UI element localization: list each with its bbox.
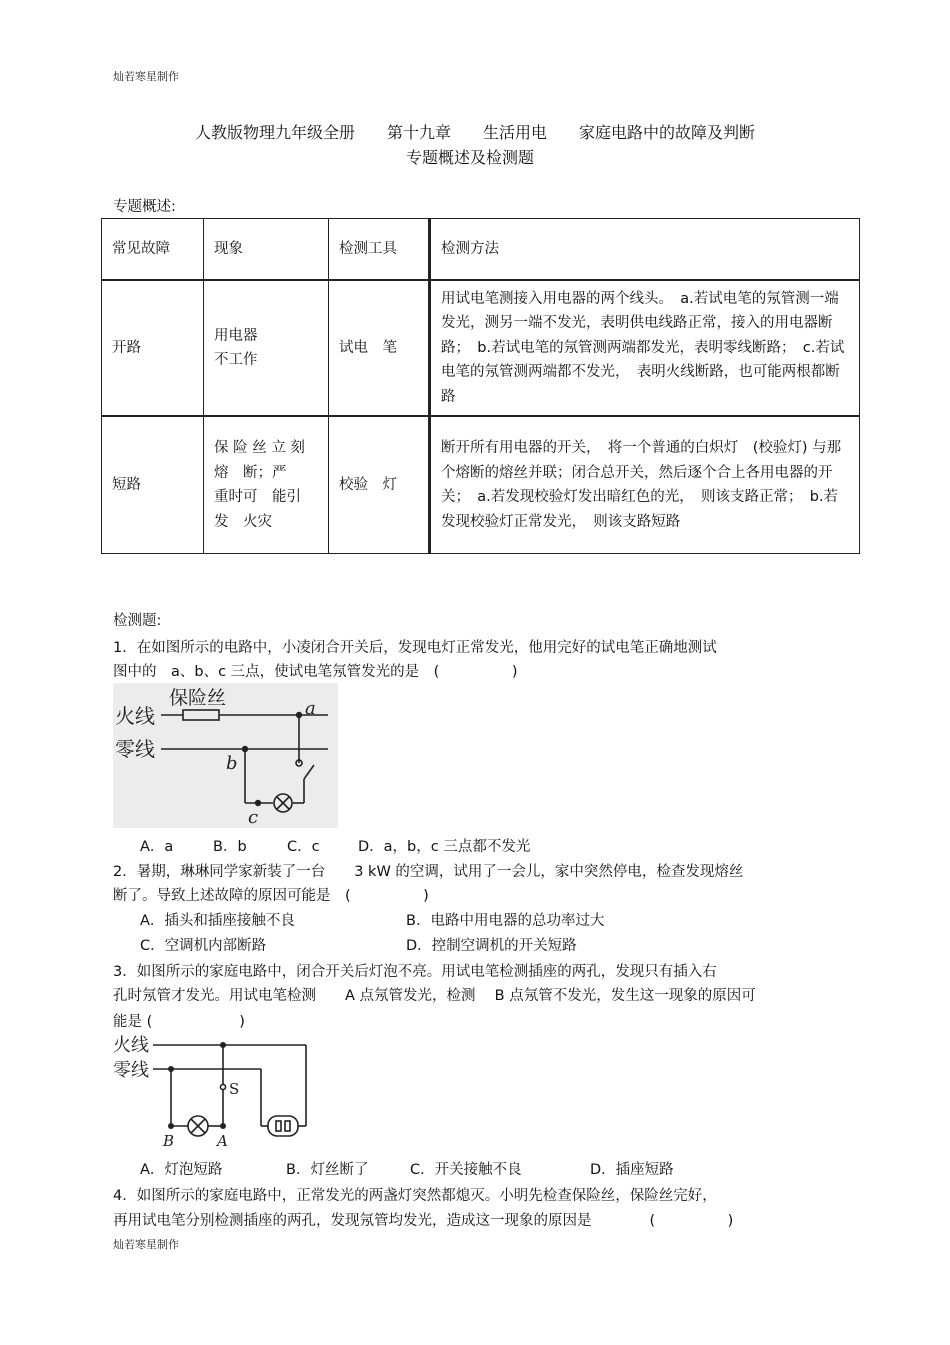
- q2-text-line2: 断了。导致上述故障的原因可能是 ( ): [113, 888, 429, 904]
- doc-subtitle: 专题概述及检测题: [405, 148, 534, 167]
- q1-option-d: D．a，b，c 三点都不发光: [358, 839, 531, 855]
- point-c-label: c: [248, 807, 259, 828]
- table-row: [102, 280, 860, 416]
- overview-label: 专题概述:: [113, 199, 176, 215]
- q2-option-c: C．空调机内部断路: [140, 938, 267, 954]
- col-header: 现象: [204, 219, 329, 281]
- q1-circuit-diagram: [113, 683, 338, 828]
- doc-title: 人教版物理九年级全册 第十九章 生活用电 家庭电路中的故障及判断: [194, 123, 755, 142]
- q3-text-line2: 孔时氖管才发光。用试电笔检测 A 点氖管发光，检测 B 点氖管不发光，发生这一现象的原因可: [113, 988, 756, 1004]
- col-header: 常见故障: [102, 219, 204, 281]
- neutral-wire-label: 零线: [115, 737, 155, 761]
- table-header-row: [102, 219, 860, 281]
- q2-option-b: B．电路中用电器的总功率过大: [406, 913, 605, 929]
- fault-cell: 开路: [102, 280, 204, 416]
- tool-cell: 试电 笔: [329, 280, 430, 416]
- point-a-label: a: [305, 698, 316, 719]
- col-header: 检测工具: [329, 219, 430, 281]
- q1-option-c: C．c: [287, 839, 320, 855]
- fault-cell: 短路: [102, 416, 204, 554]
- neutral-wire-label: 零线: [113, 1060, 149, 1081]
- q2-text-line1: 2．暑期，琳琳同学家新装了一台 3 kW 的空调，试用了一会儿，家中突然停电，检查发现熔丝: [113, 864, 744, 880]
- q3-option-c: C．开关接触不良: [410, 1162, 522, 1178]
- point-b-label: B: [163, 1132, 175, 1149]
- symptom-line: 用电器: [214, 327, 258, 344]
- method-cell: 断开所有用电器的开关， 将一个普通的白炽灯 (校验灯) 与那个熔断的熔丝并联；闭合总开关，然后逐个合上各用电器的开关； a.若发现校验灯发出暗红色的光， 则该支路正常； b.若发现校验灯正常发光， 则该支路短路: [430, 416, 860, 554]
- symptom-line: 保 险 丝 立 刻: [214, 440, 305, 456]
- symptom-line: 不工作: [214, 352, 258, 368]
- symptom-line: 重时可 能引: [214, 489, 301, 505]
- tool-cell: 校验 灯: [329, 416, 430, 554]
- live-wire-label: 火线: [115, 704, 155, 728]
- switch-s-label: S: [229, 1080, 240, 1098]
- q2-option-a: A．插头和插座接触不良: [140, 913, 295, 929]
- fuse-label: 保险丝: [169, 687, 227, 709]
- table-row: [102, 416, 860, 554]
- q3-option-d: D．插座短路: [590, 1162, 674, 1178]
- q1-text-line2: 图中的 a、b、c 三点，使试电笔氖管发光的是 ( ): [113, 664, 518, 680]
- point-b-label: b: [226, 753, 238, 774]
- symptom-line: 熔 断；严: [214, 464, 287, 481]
- q4-text-line1: 4．如图所示的家庭电路中，正常发光的两盏灯突然都熄灭。小明先检查保险丝，保险丝完好，: [113, 1188, 717, 1204]
- q4-text-line2: 再用试电笔分别检测插座的两孔，发现氖管均发光，造成这一现象的原因是 ( ): [113, 1213, 734, 1229]
- q3-text-line1: 3．如图所示的家庭电路中，闭合开关后灯泡不亮。用试电笔检测插座的两孔，发现只有插入右: [113, 964, 717, 980]
- questions-label: 检测题:: [113, 613, 162, 629]
- point-a-label: A: [217, 1132, 228, 1149]
- header-watermark: 灿若寒星制作: [113, 70, 179, 83]
- symptom-cell: [204, 280, 329, 416]
- q1-option-a: A．a: [140, 839, 174, 855]
- q1-option-b: B．b: [213, 839, 247, 855]
- method-cell: 用试电笔测接入用电器的两个线头。 a.若试电笔的氖管测一端发光，测另一端不发光，表明供电线路正常，接入的用电器断路； b.若试电笔的氖管测两端都发光，表明零线断路； c.若试电笔的氖管测两端都不发光， 表明火线断路，也可能两根都断路: [430, 280, 860, 416]
- symptom-line: 发 火灾: [214, 513, 272, 530]
- q2-option-d: D．控制空调机的开关短路: [406, 938, 577, 954]
- q3-circuit-diagram: [113, 1034, 318, 1149]
- col-header: 检测方法: [430, 219, 860, 281]
- live-wire-label: 火线: [113, 1035, 149, 1056]
- q3-option-a: A．灯泡短路: [140, 1162, 223, 1178]
- overview-table: [101, 218, 860, 554]
- q3-text-line3: 能是 ( ): [113, 1014, 245, 1030]
- q1-text-line1: 1．在如图所示的电路中，小凌闭合开关后，发现电灯正常发光，他用完好的试电笔正确地测试: [113, 640, 717, 656]
- symptom-cell: [204, 416, 329, 554]
- footer-watermark: 灿若寒星制作: [113, 1238, 179, 1251]
- q3-option-b: B．灯丝断了: [286, 1162, 369, 1178]
